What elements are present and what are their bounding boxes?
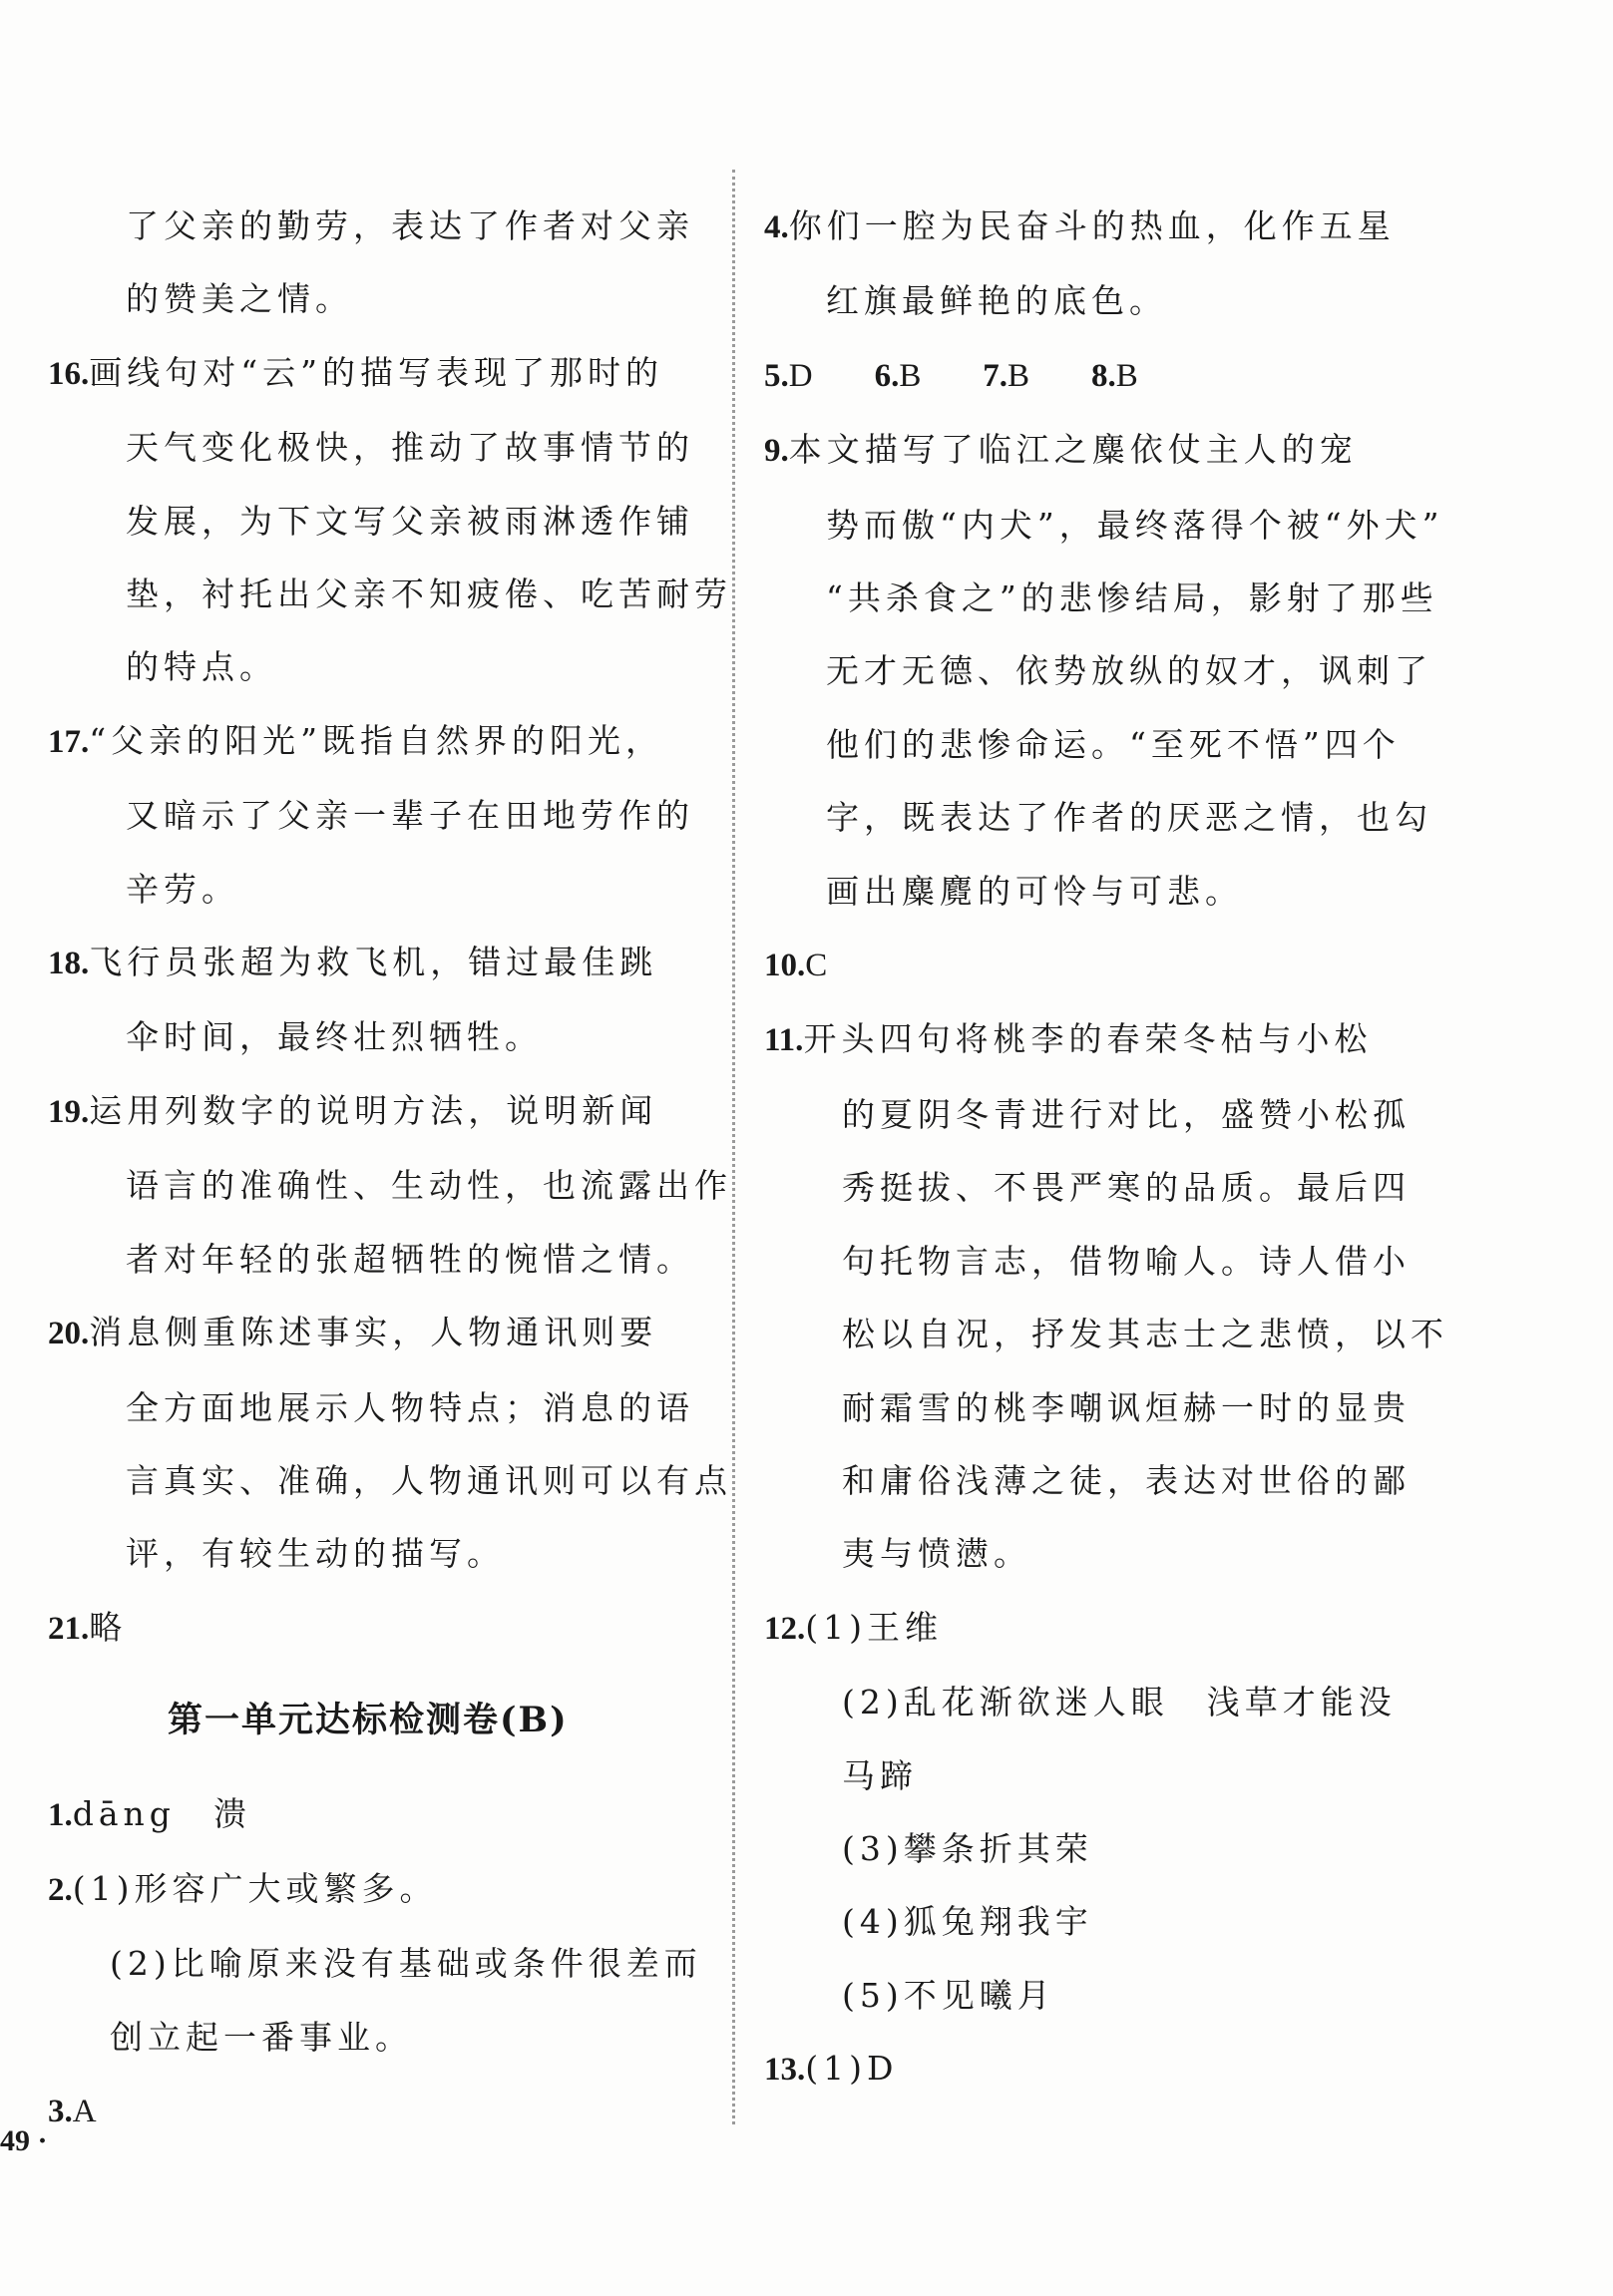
- answer-20: [48, 1296, 732, 1591]
- text-line: 的赞美之情。: [126, 279, 353, 319]
- question-number: 20.: [48, 1316, 90, 1352]
- text-line: A: [72, 2094, 97, 2130]
- page-number: 49 ·: [0, 2124, 48, 2157]
- question-number: 5.: [764, 357, 789, 394]
- text-line: 又暗示了父亲一辈子在田地劳作的: [126, 796, 694, 836]
- answer-b1: [48, 1777, 706, 1852]
- text-line: 的夏阴冬青进行对比，盛赞小松孤: [842, 1094, 1411, 1134]
- text-line: 全方面地展示人物特点；消息的语: [126, 1387, 694, 1427]
- question-number: 10.: [764, 948, 806, 984]
- answer-4: [764, 190, 1422, 338]
- text-line: 和庸俗浅薄之徒，表达对世俗的鄙: [842, 1460, 1411, 1500]
- question-number: 11.: [764, 1022, 804, 1059]
- text-line: 运用列数字的说明方法，说明新闻: [89, 1090, 658, 1130]
- text-line: (1)王维: [805, 1607, 943, 1647]
- question-number: 19.: [48, 1093, 90, 1130]
- answer-15-continued: [48, 190, 706, 336]
- text-line: 评，有较生动的描写。: [126, 1534, 505, 1574]
- right-column: [764, 190, 1448, 2107]
- text-line: “父亲的阳光”既指自然界的阳光，: [89, 720, 663, 760]
- answer-13: [764, 2032, 1422, 2106]
- answer-10: [764, 928, 1422, 1002]
- answer-21: [48, 1591, 706, 1666]
- left-column: [48, 190, 732, 2149]
- text-line: 垫，衬托出父亲不知疲倦、吃苦耐劳: [126, 574, 732, 614]
- text-line: “共杀食之”的悲惨结局，影射了那些: [826, 578, 1438, 618]
- text-line: 马蹄: [842, 1755, 918, 1795]
- answer-16: [48, 336, 732, 704]
- answer-11: [764, 1002, 1448, 1590]
- text-line: 无才无德、依势放纵的奴才，讽刺了: [826, 651, 1432, 691]
- answer-b2: [48, 1852, 706, 2074]
- text-line: 消息侧重陈述事实，人物通讯则要: [89, 1313, 658, 1352]
- text-line: 者对年轻的张超牺牲的惋惜之情。: [126, 1239, 694, 1279]
- text-line: (4)狐兔翔我宇: [842, 1902, 1093, 1942]
- text-line: (1)形容广大或繁多。: [72, 1868, 438, 1908]
- text-line: 画出麋麑的可怜与可悲。: [826, 871, 1243, 911]
- text-line: 的特点。: [126, 647, 277, 687]
- answer-value: B: [1008, 357, 1030, 394]
- question-number: 12.: [764, 1610, 806, 1647]
- text-line: 伞时间，最终壮烈牺牲。: [126, 1017, 543, 1057]
- text-line: (5)不见曦月: [842, 1975, 1055, 2015]
- text-line: 字，既表达了作者的厌恶之情，也勾: [826, 798, 1432, 838]
- answer-9: [764, 413, 1444, 928]
- question-number: 2.: [48, 1871, 73, 1908]
- question-number: 9.: [764, 433, 789, 470]
- text-line: 画线句对“云”的描写表现了那时的: [89, 352, 663, 392]
- answer-12: [764, 1591, 1422, 2032]
- question-number: 6.: [874, 357, 900, 394]
- question-number: 21.: [48, 1610, 90, 1647]
- answer-b3: [48, 2074, 706, 2148]
- text-line: 言真实、准确，人物通讯则可以有点: [126, 1460, 732, 1500]
- answer-19: [48, 1074, 732, 1296]
- text-line: 耐霜雪的桃李嘲讽烜赫一时的显贵: [842, 1387, 1411, 1427]
- question-number: 17.: [48, 723, 90, 760]
- text-line: 夷与愤懑。: [842, 1534, 1031, 1574]
- text-line: 他们的悲惨命运。“至死不悟”四个: [826, 724, 1401, 764]
- text-line: 势而傲“内犬”，最终落得个被“外犬”: [826, 505, 1444, 545]
- question-number: 7.: [983, 357, 1008, 394]
- text-line: 辛劳。: [126, 869, 239, 909]
- text-line: (3)攀条折其荣: [842, 1828, 1093, 1868]
- question-number: 16.: [48, 355, 90, 392]
- text-line: 句托物言志，借物喻人。诗人借小: [842, 1241, 1411, 1281]
- text-line: 创立起一番事业。: [110, 2017, 413, 2057]
- text-line: dāng 溃: [72, 1793, 251, 1833]
- answer-value: B: [1115, 357, 1138, 394]
- text-line: 开头四句将桃李的春荣冬枯与小松: [803, 1019, 1373, 1059]
- answer-value: B: [899, 357, 922, 394]
- text-line: (2)比喻原来没有基础或条件很差而: [110, 1944, 702, 1984]
- question-number: 18.: [48, 946, 90, 982]
- answer-5-8: [764, 338, 1422, 413]
- section-title: 第一单元达标检测卷(B): [168, 1700, 569, 1741]
- text-line: 松以自况，抒发其志士之悲愤，以不: [842, 1315, 1448, 1354]
- question-number: 8.: [1091, 357, 1116, 394]
- question-number: 13.: [764, 2052, 806, 2089]
- question-number: 4.: [764, 209, 789, 245]
- question-number: 3.: [48, 2094, 73, 2130]
- text-line: 本文描写了临江之麋依仗主人的宠: [788, 430, 1358, 470]
- text-line: 略: [89, 1607, 128, 1647]
- text-line: 你们一腔为民奋斗的热血，化作五星: [788, 206, 1396, 245]
- question-number: 1.: [48, 1796, 73, 1833]
- column-divider: [732, 170, 735, 2124]
- text-line: 红旗最鲜艳的底色。: [826, 281, 1167, 321]
- answer-17: [48, 704, 706, 926]
- text-line: 发展，为下文写父亲被雨淋透作铺: [126, 501, 694, 541]
- text-line: (2)乱花渐欲迷人眼 浅草才能没: [842, 1683, 1397, 1722]
- text-line: 了父亲的勤劳，表达了作者对父亲: [126, 206, 694, 245]
- answer-value: C: [805, 948, 828, 984]
- text-line: 飞行员张超为救飞机，错过最佳跳: [89, 943, 658, 982]
- answer-value: D: [788, 357, 813, 394]
- text-line: 语言的准确性、生动性，也流露出作: [126, 1166, 732, 1206]
- text-line: 天气变化极快，推动了故事情节的: [126, 428, 694, 468]
- text-line: (1)D: [805, 2049, 899, 2089]
- text-line: 秀挺拔、不畏严寒的品质。最后四: [842, 1168, 1411, 1208]
- answer-18: [48, 926, 706, 1074]
